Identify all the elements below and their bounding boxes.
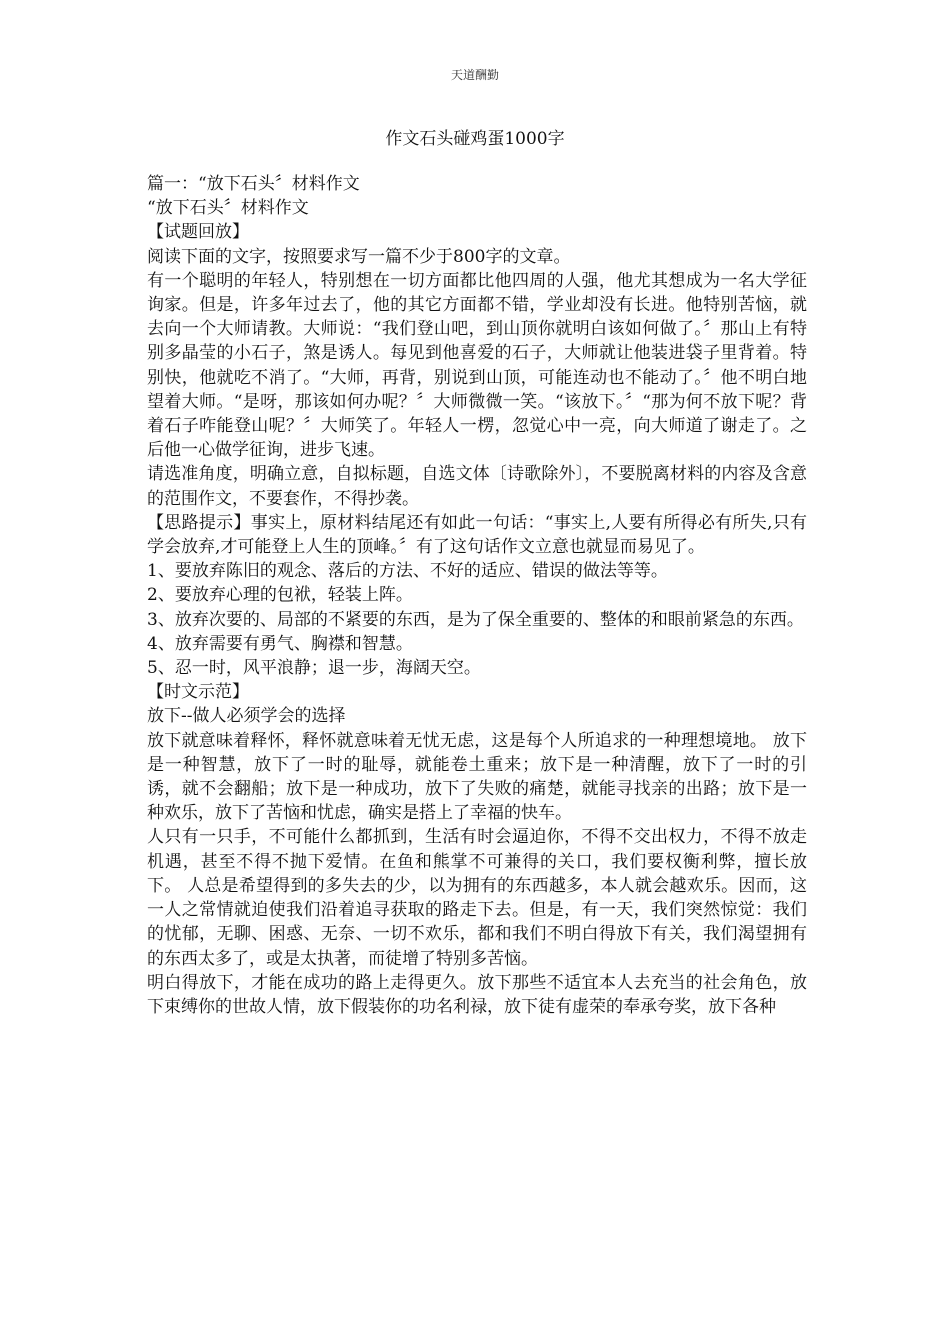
paragraph: 4、放弃需要有勇气、胸襟和智慧。 [147, 633, 413, 654]
paragraph: 2、要放弃心理的包袱，轻装上阵。 [147, 585, 413, 606]
document-body [147, 172, 807, 1019]
paragraph: 篇一：“放下石头〞材料作文 [147, 174, 360, 194]
paragraph: 明白得放下，才能在成功的路上走得更久。放下那些不适宜本人去充当的社会角色，放下束缚你的世故人情，放下假装你的功名利禄，放下徒有虚荣的奉承夸奖，放下各种 [147, 972, 807, 1017]
document-title: 作文石头碰鸡蛋1000字 [385, 129, 565, 149]
paragraph: 放下--做人必须学会的选择 [147, 706, 346, 727]
paragraph: 放下就意味着释怀，释怀就意味着无忧无虑，这是每个人所追求的一种理想境地。 放下是一种智慧，放下了一时的耻辱，就能卷土重来；放下是一种清醒，放下了一时的引诱，就不会翻船；放下是一种成功，放下了失败的痛楚，就能寻找亲的出路；放下是一种欢乐，放下了苦恼和忧虑，确实是搭上了幸福的快车。 [147, 730, 807, 824]
page-header: 天道酬勤 [450, 68, 499, 82]
paragraph: 【时文示范】 [147, 682, 249, 703]
paragraph: 阅读下面的文字，按照要求写一篇不少于800字的文章。 [147, 246, 571, 267]
paragraph: 1、要放弃陈旧的观念、落后的方法、不好的适应、错误的做法等等。 [147, 561, 668, 582]
paragraph: 有一个聪明的年轻人，特别想在一切方面都比他四周的人强，他尤其想成为一名大学征询家。但是，许多年过去了，他的其它方面都不错，学业却没有长进。他特别苦恼，就去向一个大师请教。大师说：“我们登山吧，到山顶你就明白该如何做了。〞那山上有特别多晶莹的小石子，煞是诱人。每见到他喜爱的石子，大师就让他装进袋子里背着。特别快，他就吃不消了。“大师，再背，别说到山顶，可能连动也不能动了。〞他不明白地望着大师。“是呀，那该如何办呢？〞大师微微一笑。“该放下。〞“那为何不放下呢？背着石子咋能登山呢？〞大师笑了。年轻人一楞，忽觉心中一亮，向大师道了谢走了。之后他一心做学征询，进步飞速。 [147, 270, 807, 461]
paragraph: 【试题回放】 [147, 222, 249, 243]
paragraph: 人只有一只手，不可能什么都抓到，生活有时会逼迫你，不得不交出权力，不得不放走机遇，甚至不得不抛下爱情。在鱼和熊掌不可兼得的关口，我们要权衡利弊，擅长放下。 人总是希望得到的多失去的少，以为拥有的东西越多，本人就会越欢乐。因而，这一人之常情就迫使我们沿着追寻获取的路走下去。但是，有一天，我们突然惊觉：我们的忧郁，无聊、困惑、无奈、一切不欢乐，都和我们不明白得放下有关，我们渴望拥有的东西太多了，或是太执著，而徒增了特别多苦恼。 [147, 827, 807, 969]
paragraph: 5、忍一时，风平浪静；退一步，海阔天空。 [147, 658, 481, 679]
paragraph: 3、放弃次要的、局部的不紧要的东西，是为了保全重要的、整体的和眼前紧急的东西。 [147, 609, 804, 630]
paragraph: “放下石头〞材料作文 [147, 198, 309, 219]
paragraph: 请选准角度，明确立意，自拟标题，自选文体〔诗歌除外〕，不要脱离材料的内容及含意的范围作文，不要套作，不得抄袭。 [147, 464, 807, 509]
paragraph: 【思路提示】事实上，原材料结尾还有如此一句话：“事实上,人要有所得必有所失,只有学会放弃,才可能登上人生的顶峰。〞有了这句话作文立意也就显而易见了。 [147, 512, 807, 558]
